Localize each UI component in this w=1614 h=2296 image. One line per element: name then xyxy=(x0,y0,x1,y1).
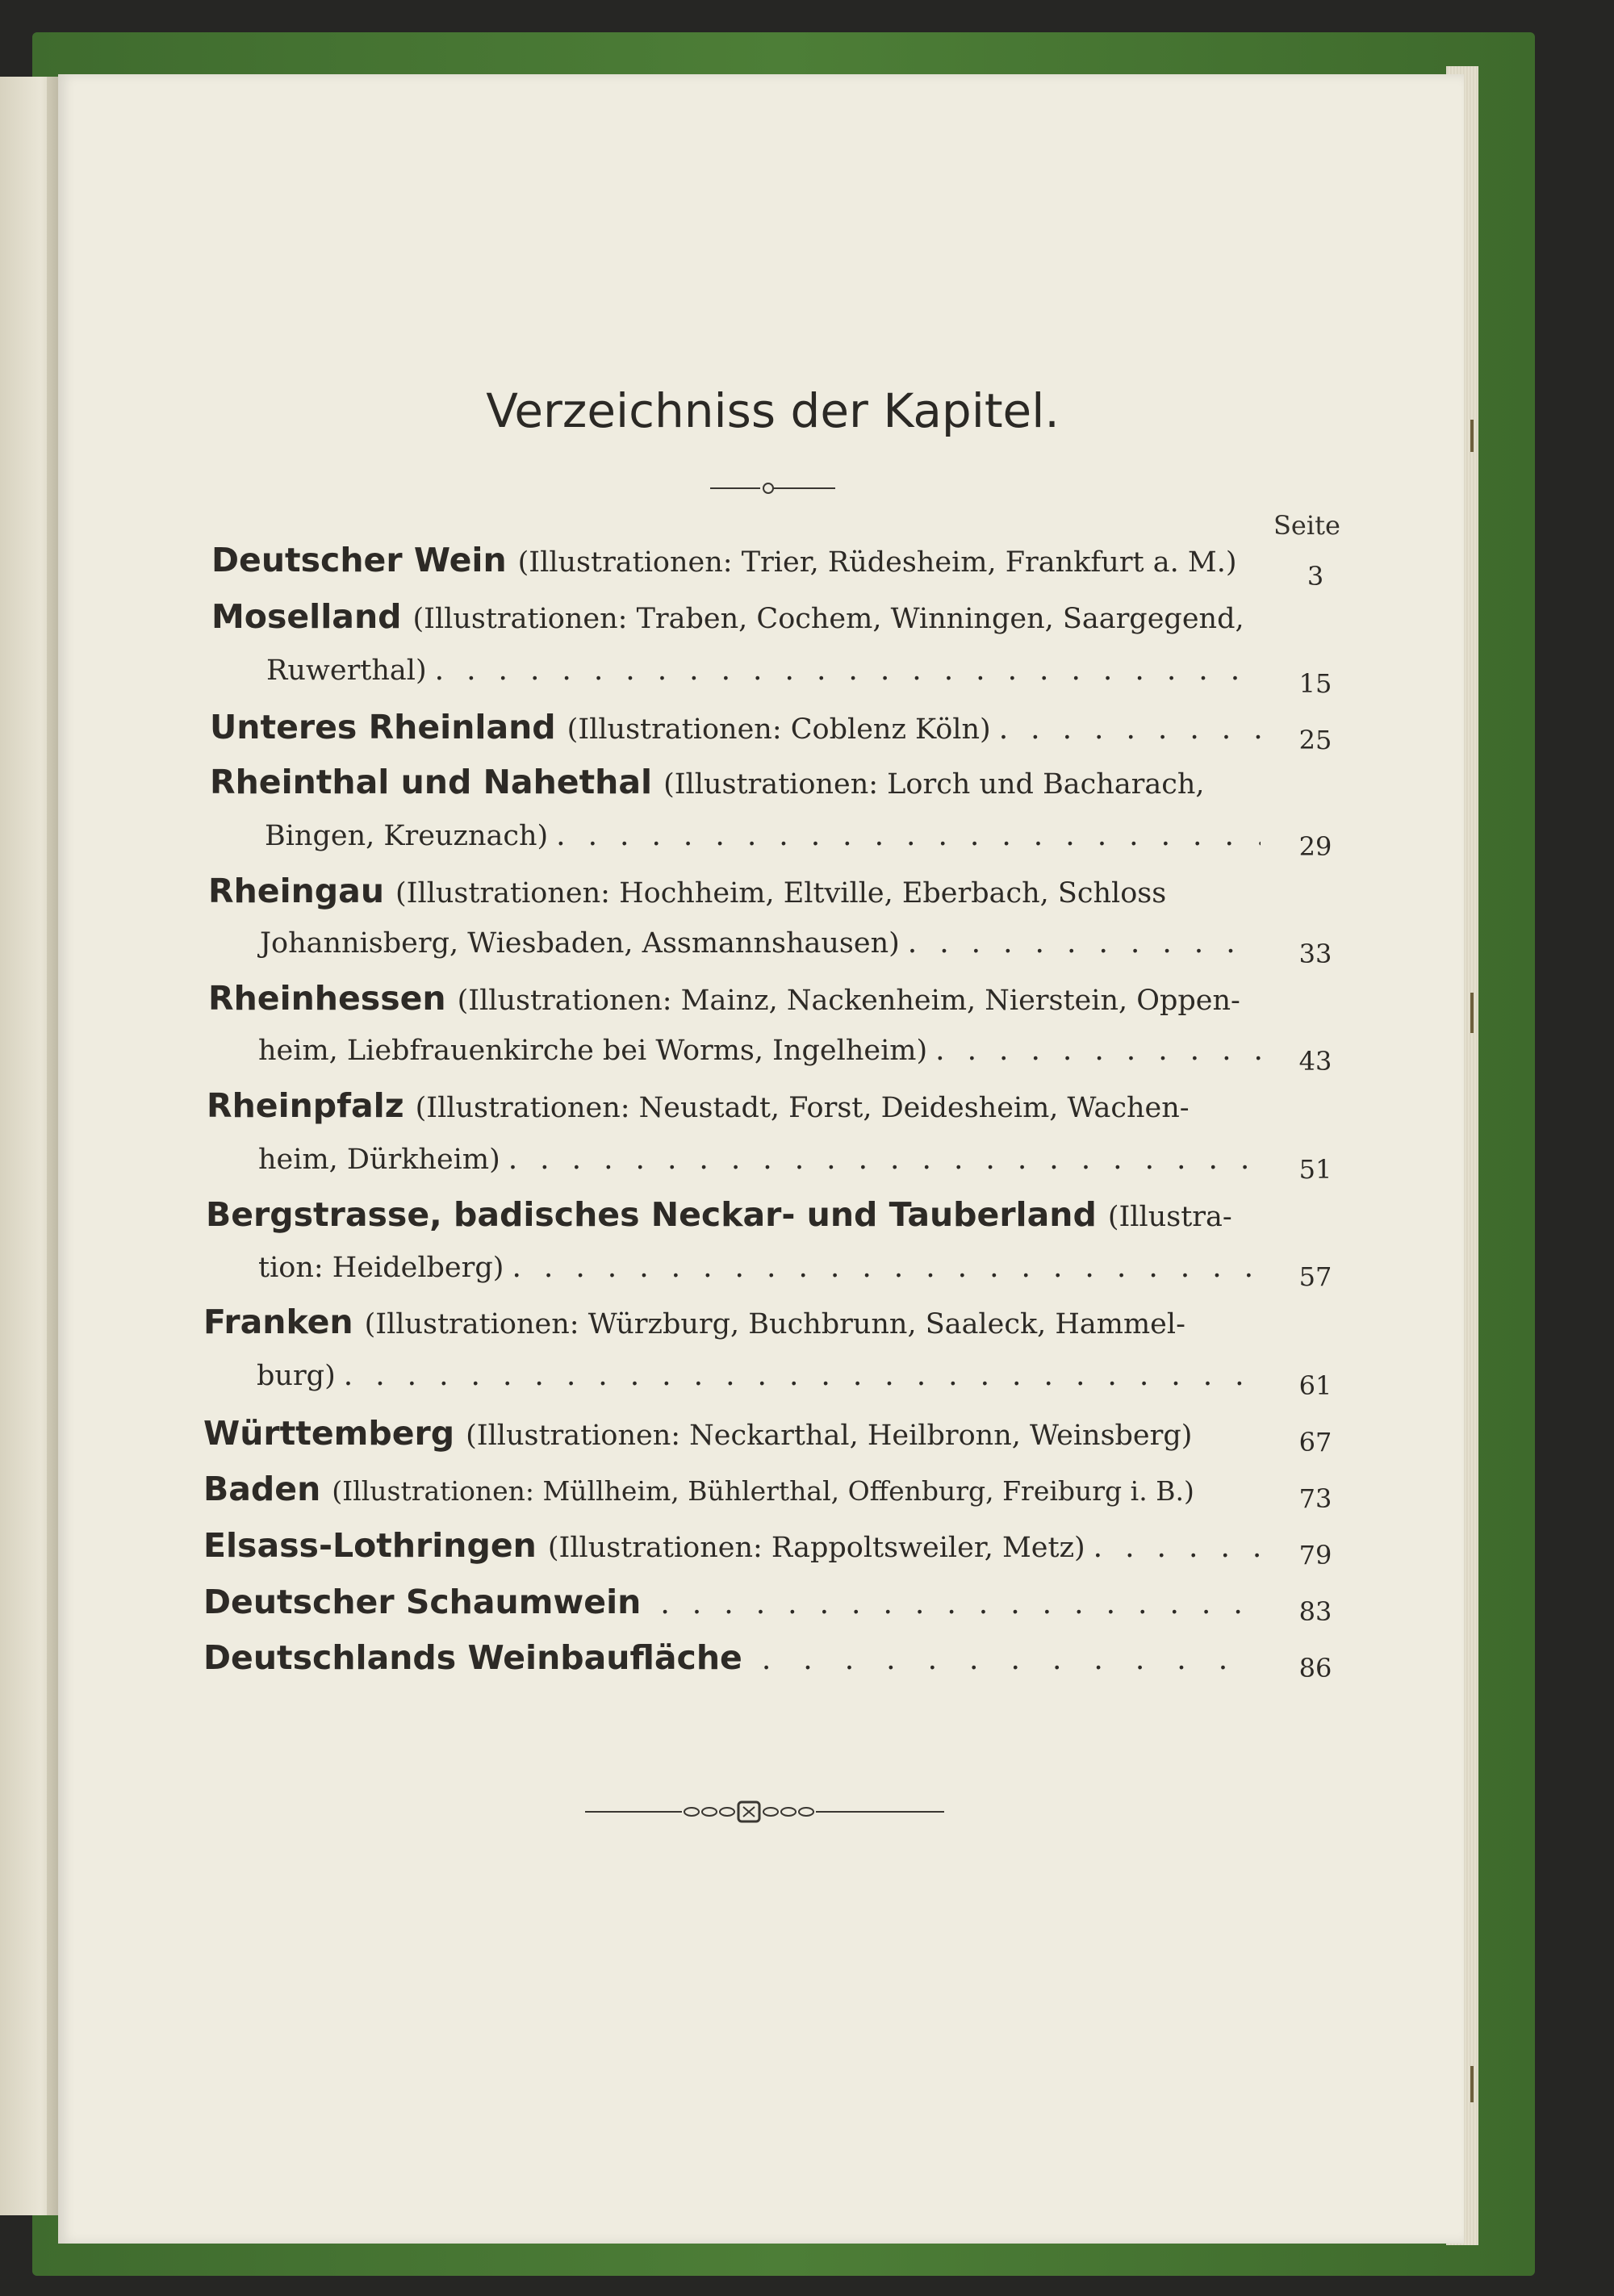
toc-entry xyxy=(210,763,1261,811)
toc-entry xyxy=(203,1470,1261,1518)
toc-entry xyxy=(203,1583,1261,1631)
page-number: 3 xyxy=(1307,561,1324,592)
toc-entry xyxy=(203,1638,1261,1687)
toc-entry xyxy=(203,1303,1261,1351)
toc-entry-continuation xyxy=(258,1143,1261,1191)
chapter-illustrations-cont: burg) xyxy=(257,1360,336,1392)
leader-dots xyxy=(427,654,1261,687)
leader-dots xyxy=(900,926,1261,960)
chapter-title: Unteres Rheinland xyxy=(210,708,556,747)
toc-entry xyxy=(211,597,1261,646)
chapter-illustrations: (Illustra- xyxy=(1107,1201,1232,1233)
page-number: 51 xyxy=(1298,1154,1332,1185)
toc-entry-continuation xyxy=(258,1251,1261,1299)
chapter-illustrations: (Illustrationen: Würzburg, Buchbrunn, Saaleck, Hammel- xyxy=(364,1308,1185,1340)
chapter-illustrations-cont: heim, Dürkheim) xyxy=(258,1144,500,1176)
chapter-title: Franken xyxy=(203,1303,353,1341)
toc-entry-continuation xyxy=(258,1034,1261,1082)
chapter-illustrations-cont: Bingen, Kreuznach) xyxy=(265,820,549,852)
chapter-title: Bergstrasse, badisches Neckar- und Tauberland xyxy=(206,1195,1097,1234)
toc-entry xyxy=(206,1195,1261,1244)
leader-dots xyxy=(504,1251,1261,1284)
toc-entry xyxy=(203,1526,1261,1575)
leader-dots xyxy=(754,1643,1261,1676)
page-number: 61 xyxy=(1298,1370,1332,1401)
chapter-illustrations: (Illustrationen: Lorch und Bacharach, xyxy=(663,768,1205,801)
chapter-title: Deutscher Wein xyxy=(211,541,507,579)
chapter-illustrations: (Illustrationen: Trier, Rüdesheim, Frankfurt a. M.) xyxy=(517,546,1237,579)
toc-entry-continuation xyxy=(266,654,1261,702)
chapter-title: Elsass-Lothringen xyxy=(203,1526,537,1565)
chapter-illustrations: (Illustrationen: Müllheim, Bühlerthal, Offenburg, Freiburg i. B.) xyxy=(332,1475,1194,1507)
page-number: 79 xyxy=(1298,1540,1332,1570)
toc-entry-continuation xyxy=(257,1359,1261,1407)
chapter-illustrations: (Illustrationen: Hochheim, Eltville, Eberbach, Schloss xyxy=(395,877,1167,910)
chapter-title: Rheinthal und Nahethal xyxy=(210,763,653,801)
page-number: 25 xyxy=(1298,725,1332,755)
leader-dots xyxy=(991,713,1261,746)
toc-entry-continuation xyxy=(265,819,1261,868)
end-ornament xyxy=(585,1796,944,1828)
chapter-title: Deutscher Schaumwein xyxy=(203,1583,642,1621)
page-edge-mark xyxy=(1470,993,1474,1033)
leader-dots xyxy=(652,1587,1261,1621)
page-number: 29 xyxy=(1298,831,1332,862)
chapter-title: Rheinhessen xyxy=(208,979,446,1018)
toc-entry xyxy=(208,872,1261,920)
leader-dots xyxy=(927,1034,1261,1067)
page-number: 33 xyxy=(1298,939,1332,969)
page-number: 67 xyxy=(1298,1427,1332,1457)
page-number: 57 xyxy=(1298,1261,1332,1292)
chapter-title: Rheinpfalz xyxy=(207,1086,404,1125)
chapter-title: Deutschlands Weinbaufläche xyxy=(203,1638,742,1677)
page-number: 83 xyxy=(1298,1596,1332,1627)
toc-entry xyxy=(210,708,1261,756)
chapter-illustrations: (Illustrationen: Mainz, Nackenheim, Nierstein, Oppen- xyxy=(457,985,1240,1017)
toc-entry xyxy=(211,541,1261,589)
toc-entry xyxy=(207,1086,1261,1135)
page-edge-mark xyxy=(1470,2066,1474,2102)
leader-dots xyxy=(336,1359,1261,1392)
chapter-illustrations: (Illustrationen: Traben, Cochem, Winningen, Saargegend, xyxy=(412,603,1244,635)
chapter-illustrations: (Illustrationen: Rappoltsweiler, Metz) xyxy=(547,1532,1085,1564)
toc-entry-continuation xyxy=(260,926,1261,975)
page-number: 73 xyxy=(1298,1483,1332,1514)
chapter-title: Baden xyxy=(203,1470,321,1508)
chapter-illustrations-cont: heim, Liebfrauenkirche bei Worms, Ingelheim) xyxy=(258,1035,928,1067)
chapter-illustrations-cont: tion: Heidelberg) xyxy=(258,1252,504,1284)
chapter-illustrations-cont: Ruwerthal) xyxy=(266,655,427,687)
title-ornament xyxy=(710,476,835,500)
page-number: 43 xyxy=(1298,1046,1332,1077)
page-number: 86 xyxy=(1298,1653,1332,1683)
chapter-title: Moselland xyxy=(211,597,402,636)
page-column-header: Seite xyxy=(1273,510,1340,541)
toc-entry xyxy=(208,979,1261,1027)
chapter-title: Württemberg xyxy=(203,1414,455,1453)
chapter-title: Rheingau xyxy=(208,872,385,910)
chapter-illustrations: (Illustrationen: Neustadt, Forst, Deidesheim, Wachen- xyxy=(415,1092,1190,1124)
chapter-illustrations: (Illustrationen: Neckarthal, Heilbronn, Weinsberg) xyxy=(466,1420,1193,1452)
leader-dots xyxy=(500,1143,1261,1176)
chapter-illustrations-cont: Johannisberg, Wiesbaden, Assmannshausen) xyxy=(260,927,900,960)
chapter-illustrations: (Illustrationen: Coblenz Köln) xyxy=(567,713,991,746)
page-title: Verzeichniss der Kapitel. xyxy=(486,383,1060,438)
page-number: 15 xyxy=(1298,668,1332,699)
toc-entry xyxy=(203,1414,1261,1462)
leader-dots xyxy=(548,819,1261,852)
leader-dots xyxy=(1085,1531,1261,1564)
